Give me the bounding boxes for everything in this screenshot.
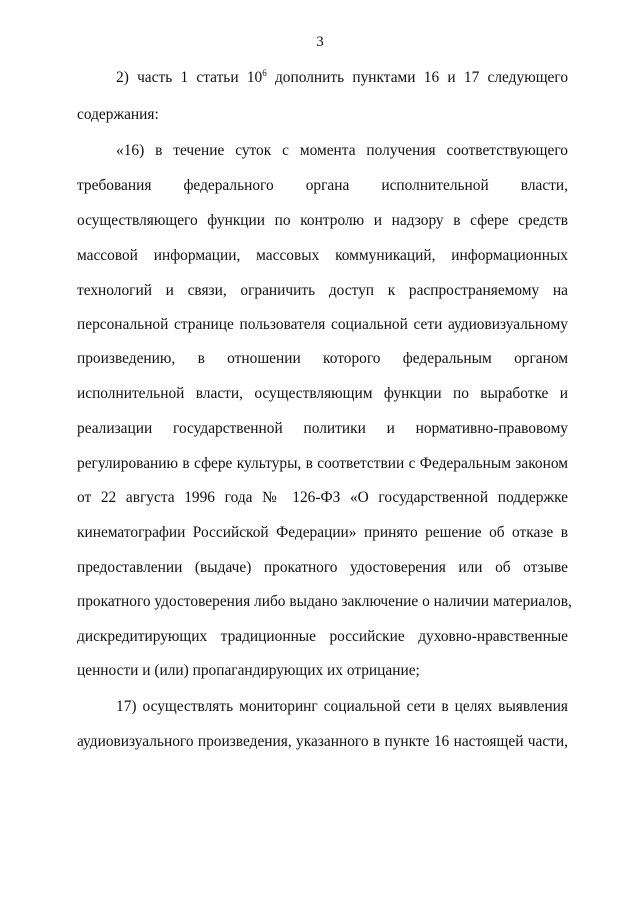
page-number: 3	[316, 34, 324, 50]
item-16-line-16: ценности и (или) пропагандирующих их отрицание;	[77, 662, 420, 679]
item-16-line-3: осуществляющего функции по контролю и надзору в сфере средств	[77, 212, 568, 229]
item-16-line-9: реализации государственной политики и нормативно-правовому	[77, 420, 568, 437]
paragraph-2-line-2: содержания:	[77, 106, 159, 123]
item-16-line-14: прокатного удостоверения либо выдано заключение о наличии материалов,	[77, 593, 572, 610]
item-16-line-8: исполнительной власти, осуществляющим функции по выработке и	[77, 385, 568, 402]
item-16-line-2: требования федерального органа исполнительной власти,	[77, 177, 568, 194]
item-16-line-15: дискредитирующих традиционные российские духовно-нравственные	[77, 628, 568, 645]
item-16-line-1: «16) в течение суток с момента получения соответствующего	[116, 142, 568, 159]
item-17-line-1: 17) осуществлять мониторинг социальной сети в целях выявления	[116, 698, 568, 715]
item-16-line-13: предоставлении (выдаче) прокатного удостоверения или об отзыве	[77, 559, 568, 576]
item-16-line-5: технологий и связи, ограничить доступ к распространяемому на	[77, 282, 568, 299]
line-text: дополнить пунктами 16 и 17 следующего	[266, 69, 569, 86]
item-16-line-7: произведению, в отношении которого федеральным органом	[77, 350, 568, 367]
item-16-line-11: от 22 августа 1996 года № 126-ФЗ «О государственной поддержке	[77, 489, 568, 506]
superscript: 6	[262, 68, 267, 78]
item-16-line-12: кинематографии Российской Федерации» принято решение об отказе в	[77, 524, 568, 541]
item-16-line-6: персональной странице пользователя социальной сети аудиовизуальному	[77, 316, 568, 333]
line-text: 2) часть 1 статьи 10	[116, 69, 263, 86]
item-16-line-10: регулированию в сфере культуры, в соответствии с Федеральным законом	[77, 455, 568, 472]
item-17-line-2: аудиовизуального произведения, указанного в пункте 16 настоящей части,	[77, 733, 568, 750]
item-16-line-4: массовой информации, массовых коммуникаций, информационных	[77, 247, 568, 264]
paragraph-2-line-1	[116, 68, 568, 88]
